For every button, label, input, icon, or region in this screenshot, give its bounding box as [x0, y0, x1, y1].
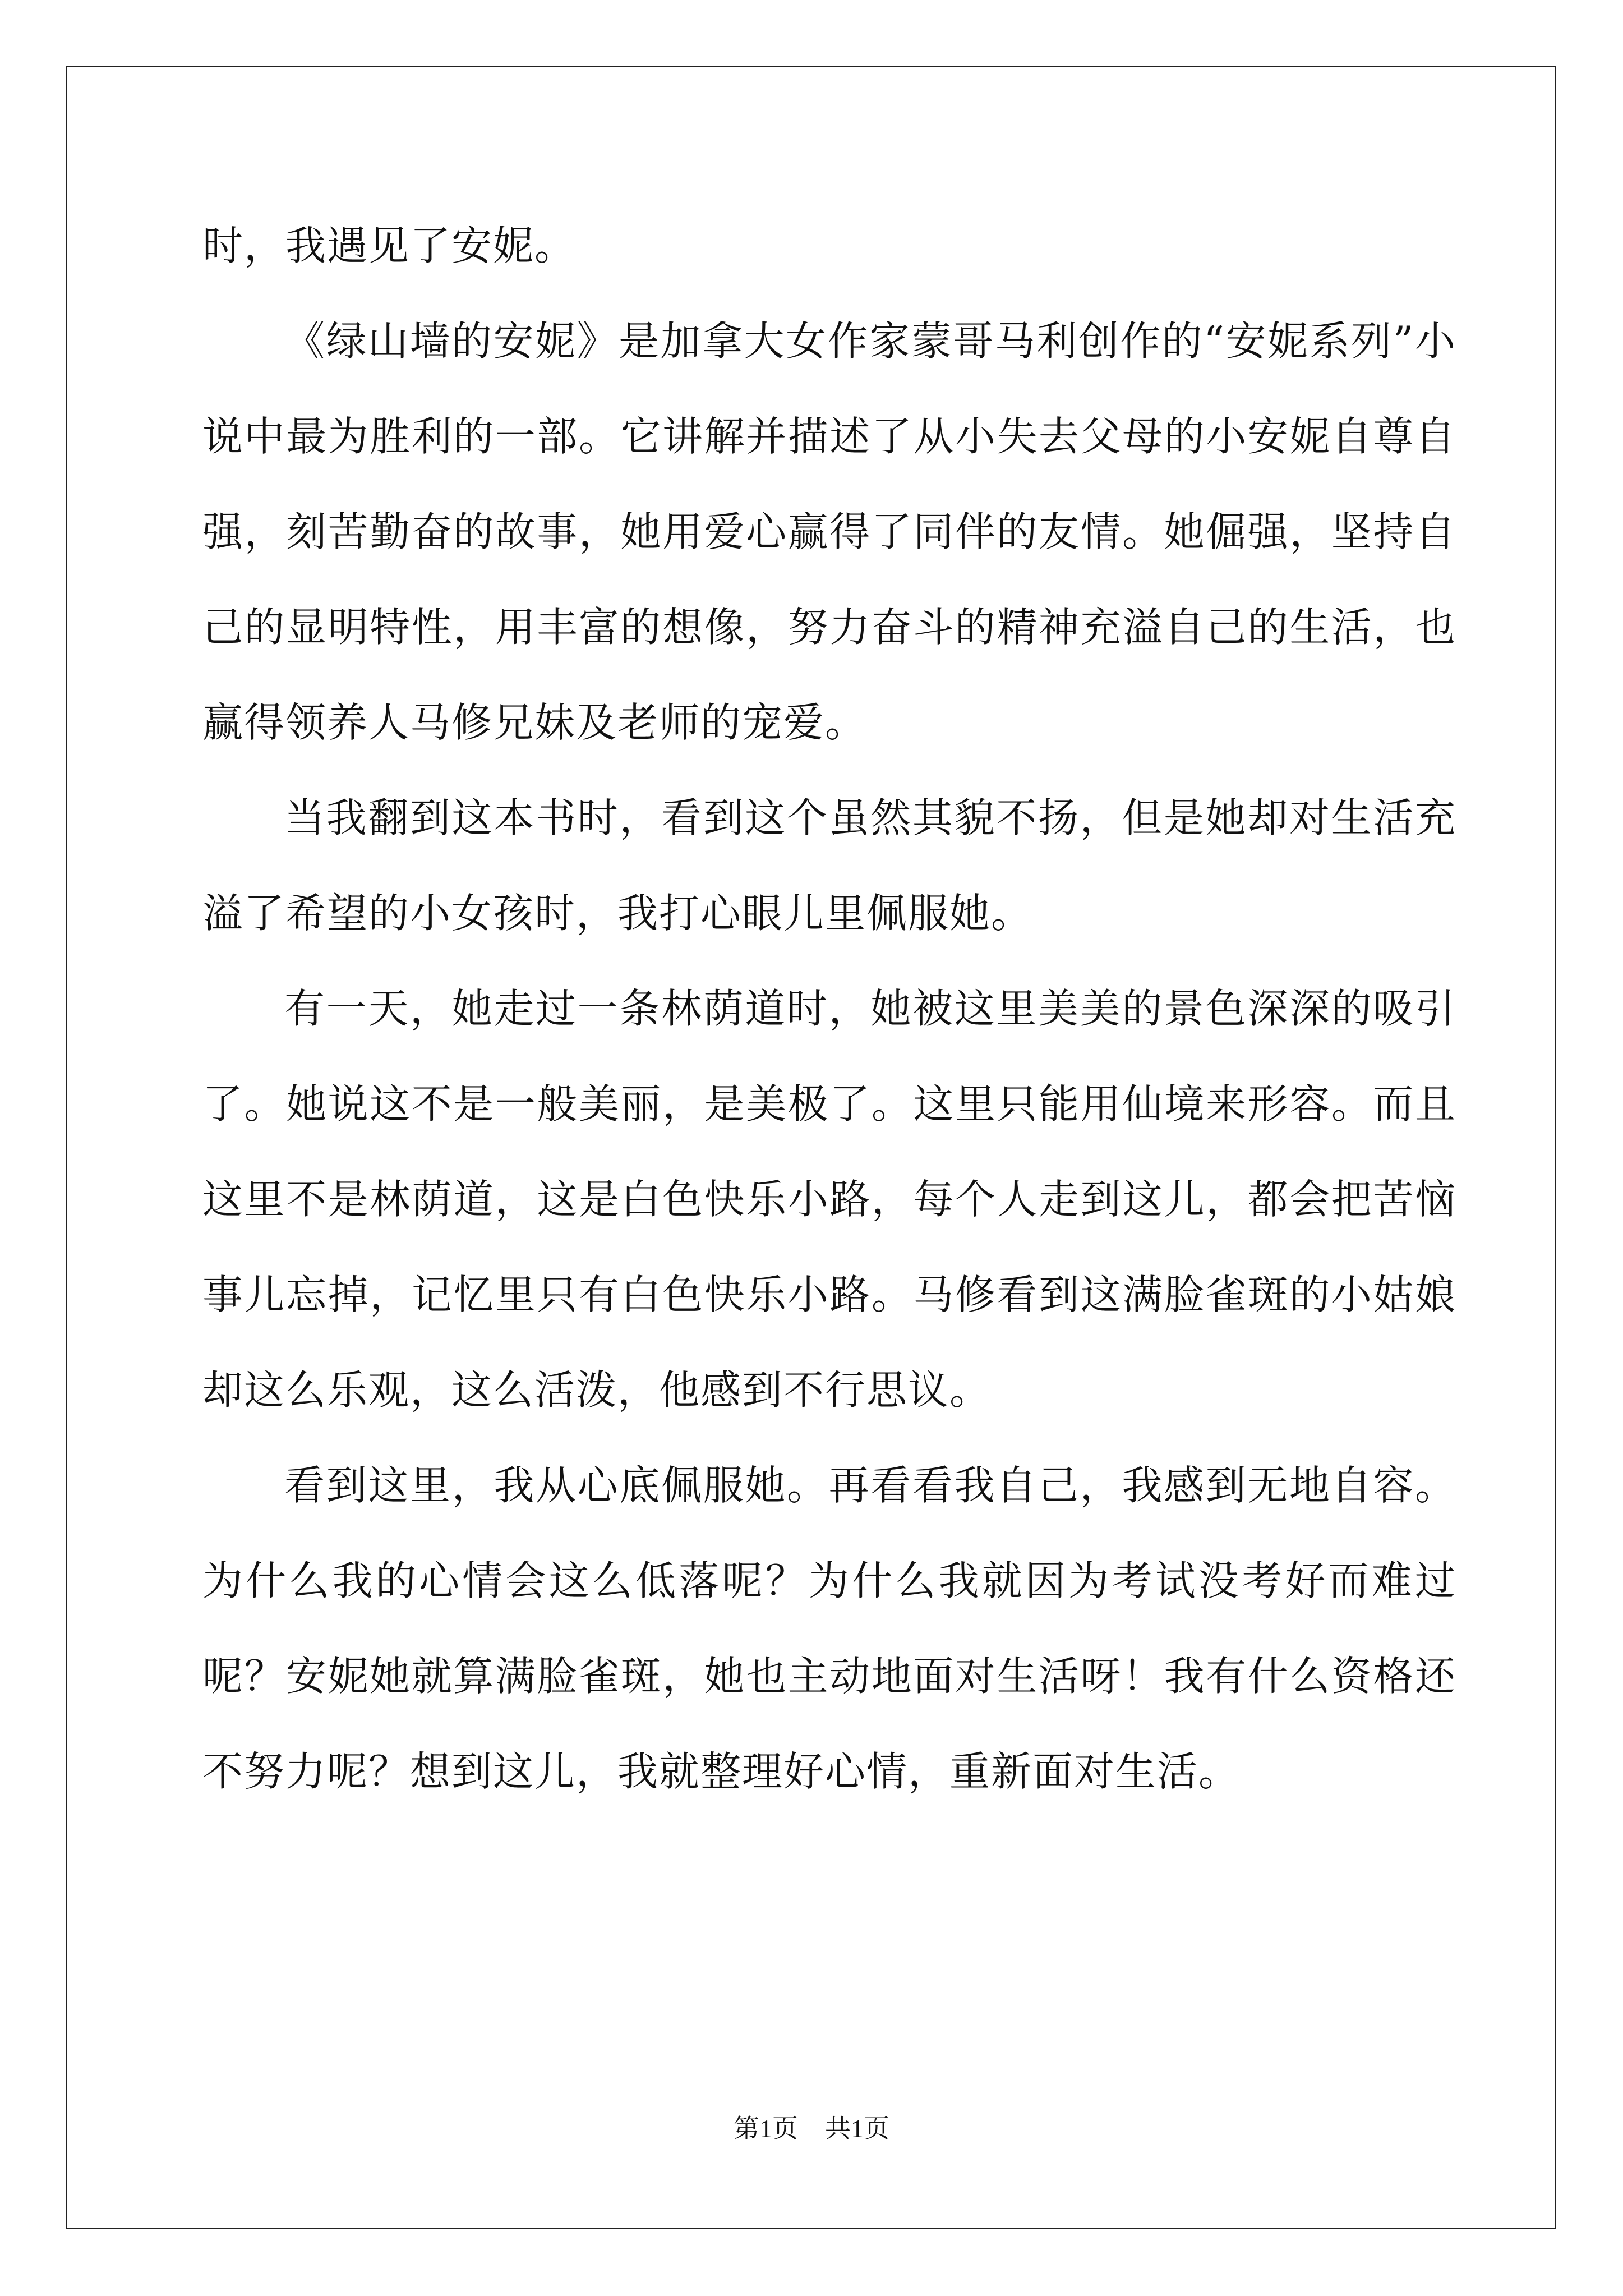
page-number: 第1页: [734, 2114, 798, 2143]
page-footer: [0, 2112, 1623, 2146]
paragraph-5: 看到这里，我从心底佩服她。再看看我自己，我感到无地自容。为什么我的心情会这么低落呢？为什么我就因为考试没考好而难过呢？安妮她就算满脸雀斑，她也主动地面对生活呀！我有什么资格还不努力呢？想到这儿，我就整理好心情，重新面对生活。: [202, 1462, 1456, 1795]
paragraph-4: 有一天，她走过一条林荫道时，她被这里美美的景色深深的吸引了。她说这不是一般美丽，是美极了。这里只能用仙境来形容。而且这里不是林荫道，这是白色快乐小路，每个人走到这儿，都会把苦恼事儿忘掉，记忆里只有白色快乐小路。马修看到这满脸雀斑的小姑娘却这么乐观，这么活泼，他感到不行思议。: [202, 985, 1456, 1414]
document-body: [202, 198, 1456, 1819]
page-total: 共1页: [825, 2114, 889, 2143]
paragraph-3: 当我翻到这本书时，看到这个虽然其貌不扬，但是她却对生活充溢了希望的小女孩时，我打心眼儿里佩服她。: [202, 794, 1456, 937]
paragraph-2: 《绿山墙的安妮》是加拿大女作家蒙哥马利创作的“安妮系列”小说中最为胜利的一部。它讲解并描述了从小失去父母的小安妮自尊自强，刻苦勤奋的故事，她用爱心赢得了同伴的友情。她倔强，坚持自己的显明特性，用丰富的想像，努力奋斗的精神充溢自己的生活，也赢得领养人马修兄妹及老师的宠爱。: [202, 318, 1456, 746]
paragraph-1: 时，我遇见了安妮。: [202, 222, 577, 269]
